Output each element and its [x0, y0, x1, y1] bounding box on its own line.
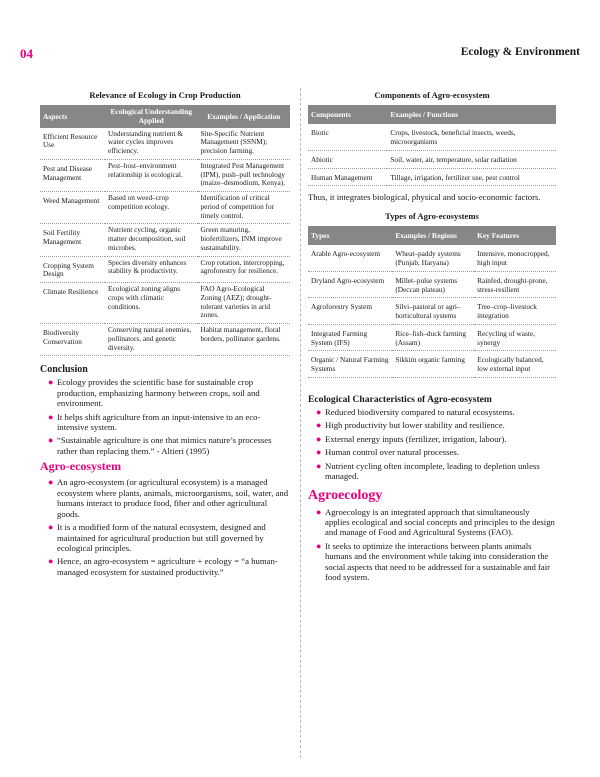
table-row — [40, 128, 290, 160]
characteristics-list — [308, 407, 556, 482]
column-header: Key Features — [474, 226, 556, 245]
table-cell: Wheat–paddy systems (Punjab, Haryana) — [392, 245, 474, 271]
table-cell: Conserving natural enemies, pollinators, and genetic diversity. — [105, 324, 198, 356]
list-item — [40, 556, 290, 577]
types-table-caption: Types of Agro-ecosystems — [385, 211, 479, 222]
list-item — [308, 541, 556, 583]
column-header: Types — [308, 226, 392, 245]
conclusion-list — [40, 377, 290, 456]
table-cell: Identification of critical period of competition for timely control. — [198, 192, 291, 224]
column-header: Components — [308, 105, 387, 124]
table-cell: Abiotic — [308, 150, 387, 168]
bullet-icon: ● — [48, 477, 54, 488]
table-cell: Based on weed–crop competition ecology. — [105, 192, 198, 224]
left-column — [40, 90, 290, 580]
table-cell: Millet–pulse systems (Deccan plateau) — [392, 271, 474, 298]
table-cell: Rice–fish–duck farming (Assam) — [392, 324, 474, 351]
table-row — [40, 192, 290, 224]
list-item-text: External energy inputs (fertilizer, irrigation, labour). — [325, 433, 507, 444]
table-cell: Intensive, monocropped, high input — [474, 245, 556, 271]
table-row — [40, 283, 290, 324]
table-row — [40, 224, 290, 256]
table-header-row — [308, 105, 556, 124]
components-table — [308, 105, 556, 186]
table-cell: Rainfed, drought-prone, stress-resilient — [474, 271, 556, 298]
bullet-icon: ● — [316, 420, 322, 431]
table-cell: Cropping System Design — [40, 256, 105, 283]
table-row — [40, 324, 290, 356]
right-column — [308, 90, 556, 586]
table-cell: Green manuring, biofertilizers, INM improve sustainability. — [198, 224, 291, 256]
table-row — [308, 124, 556, 150]
agro-ecosystem-list — [40, 477, 290, 577]
column-header: Ecological Understanding Applied — [105, 105, 198, 128]
bullet-icon: ● — [316, 406, 322, 417]
table-row — [308, 245, 556, 271]
table-cell: Ecological zoning aligns crops with climatic conditions. — [105, 283, 198, 324]
table-cell: Dryland Agro-ecosystem — [308, 271, 392, 298]
relevance-table-caption: Relevance of Ecology in Crop Production — [89, 90, 241, 100]
column-divider — [300, 88, 301, 758]
table-cell: Sikkim organic farming — [392, 351, 474, 378]
table-cell: Crop rotation, intercropping, agroforestry for resilience. — [198, 256, 291, 283]
types-table — [308, 226, 556, 378]
table-row — [308, 271, 556, 298]
bullet-icon: ● — [48, 522, 54, 533]
table-cell: Biodiversity Conservation — [40, 324, 105, 356]
table-cell: Climate Resilience — [40, 283, 105, 324]
list-item-text: It helps shift agriculture from an input-intensive to an eco-intensive system. — [57, 411, 261, 432]
table-cell: Crops, livestock, beneficial insects, weeds, microorganisms — [387, 124, 556, 150]
list-item-text: High productivity but lower stability and resilience. — [325, 420, 505, 431]
list-item-text: Agroecology is an integrated approach that simultaneously applies ecological and social concepts and principles to the design and manage of Food and Agricultural Systems (FAO). — [325, 506, 555, 538]
list-item — [40, 412, 290, 433]
table-row — [308, 168, 556, 186]
table-cell: FAO Agro-Ecological Zoning (AEZ); drought-tolerant varieties in arid zones. — [198, 283, 291, 324]
agroecology-list — [308, 507, 556, 583]
table-cell: Nutrient cycling, organic matter decomposition, soil microbes. — [105, 224, 198, 256]
list-item — [40, 477, 290, 519]
list-item-text: It is a modified form of the natural ecosystem, designed and maintained for agricultural production but still governed by ecological principles. — [57, 522, 266, 553]
relevance-table — [40, 105, 290, 356]
table-header-row — [308, 226, 556, 245]
table-cell: Soil, water, air, temperature, solar radiation — [387, 150, 556, 168]
list-item — [308, 447, 556, 457]
table-cell: Biotic — [308, 124, 387, 150]
list-item-text: It seeks to optimize the interactions between plants animals humans and the environment while taking into consideration the social aspects that need to be addressed for a sustainable and fair food system. — [325, 540, 551, 583]
page-number: 04 — [20, 46, 33, 61]
bullet-icon: ● — [316, 540, 322, 551]
table-cell: Ecologically balanced, low external input — [474, 351, 556, 378]
agroecology-heading: Agroecology — [308, 487, 383, 503]
list-item-text: An agro-ecosystem (or agricultural ecosystem) is a managed ecosystem where plants, animals, microorganisms, soil, water, and humans interact to produce food, fiber and other agricultural goods. — [57, 477, 289, 519]
table-cell: Pest and Disease Management — [40, 159, 105, 191]
characteristics-heading: Ecological Characteristics of Agro-ecosystem — [308, 393, 492, 405]
list-item-text: Ecology provides the scientific base for sustainable crop production, emphasizing harmony between crops, soil and environment. — [57, 377, 260, 409]
table-cell: Recycling of waste, synergy — [474, 324, 556, 351]
table-row — [40, 159, 290, 191]
table-cell: Soil Fertility Management — [40, 224, 105, 256]
table-row — [308, 150, 556, 168]
table-cell: Site-Specific Nutrient Management (SSNM); precision farming. — [198, 128, 291, 160]
table-row — [308, 298, 556, 325]
bullet-icon: ● — [48, 377, 54, 388]
list-item — [308, 434, 556, 444]
column-header: Examples / Functions — [387, 105, 556, 124]
table-cell: Tree–crop–livestock integration — [474, 298, 556, 325]
table-cell: Agroforestry System — [308, 298, 392, 325]
list-item-text: Reduced biodiversity compared to natural ecosystems. — [325, 406, 515, 417]
table-cell: Efficient Resource Use — [40, 128, 105, 160]
list-item — [308, 407, 556, 417]
table-cell: Tillage, irrigation, fertilizer use, pest control — [387, 168, 556, 186]
table-cell: Silvi–pastoral or agri–horticultural systems — [392, 298, 474, 325]
list-item — [308, 507, 556, 538]
table-cell: Weed Management — [40, 192, 105, 224]
table-cell: Species diversity enhances stability & productivity. — [105, 256, 198, 283]
bullet-icon: ● — [48, 556, 54, 567]
bullet-icon: ● — [48, 411, 54, 422]
bullet-icon: ● — [316, 460, 322, 471]
list-item-text: Human control over natural processes. — [325, 447, 459, 458]
table-header-row — [40, 105, 290, 128]
bullet-icon: ● — [316, 433, 322, 444]
components-table-caption: Components of Agro-ecosystem — [374, 90, 490, 100]
bullet-icon: ● — [316, 447, 322, 458]
table-cell: Organic / Natural Farming Systems — [308, 351, 392, 378]
table-cell: Understanding nutrient & water cycles improves efficiency. — [105, 128, 198, 160]
column-header: Aspects — [40, 105, 105, 128]
table-row — [308, 324, 556, 351]
list-item — [308, 420, 556, 430]
list-item-text: “Sustainable agriculture is one that mimics nature’s processes rather than replacing them.” - Altieri (1995) — [57, 435, 272, 456]
table-row — [40, 256, 290, 283]
list-item-text: Nutrient cycling often incomplete, leading to depletion unless managed. — [325, 460, 540, 482]
table-cell: Integrated Farming System (IFS) — [308, 324, 392, 351]
list-item — [40, 522, 290, 553]
bullet-icon: ● — [48, 435, 54, 446]
summary-paragraph: Thus, it integrates biological, physical and socio-economic factors. — [308, 192, 541, 203]
column-header: Examples / Application — [198, 105, 291, 128]
list-item — [308, 461, 556, 482]
running-header-title: Ecology & Environment — [460, 46, 580, 58]
table-cell: Habitat management, floral borders, pollinator gardens. — [198, 324, 291, 356]
list-item — [40, 377, 290, 408]
bullet-icon: ● — [316, 506, 322, 517]
list-item — [40, 435, 290, 456]
conclusion-heading: Conclusion — [40, 364, 88, 376]
agro-ecosystem-heading: Agro-ecosystem — [40, 459, 122, 474]
table-cell: Pest–host–environment relationship is ecological. — [105, 159, 198, 191]
list-item-text: Hence, an agro-ecosystem = agriculture + ecology = “a human-managed ecosystem for sustained productivity.” — [57, 556, 278, 577]
table-row — [308, 351, 556, 378]
table-cell: Arable Agro-ecosystem — [308, 245, 392, 271]
table-cell: Human Management — [308, 168, 387, 186]
table-cell: Integrated Pest Management (IPM), push–pull technology (maize–desmodium, Kenya). — [198, 159, 291, 191]
column-header: Examples / Regions — [392, 226, 474, 245]
